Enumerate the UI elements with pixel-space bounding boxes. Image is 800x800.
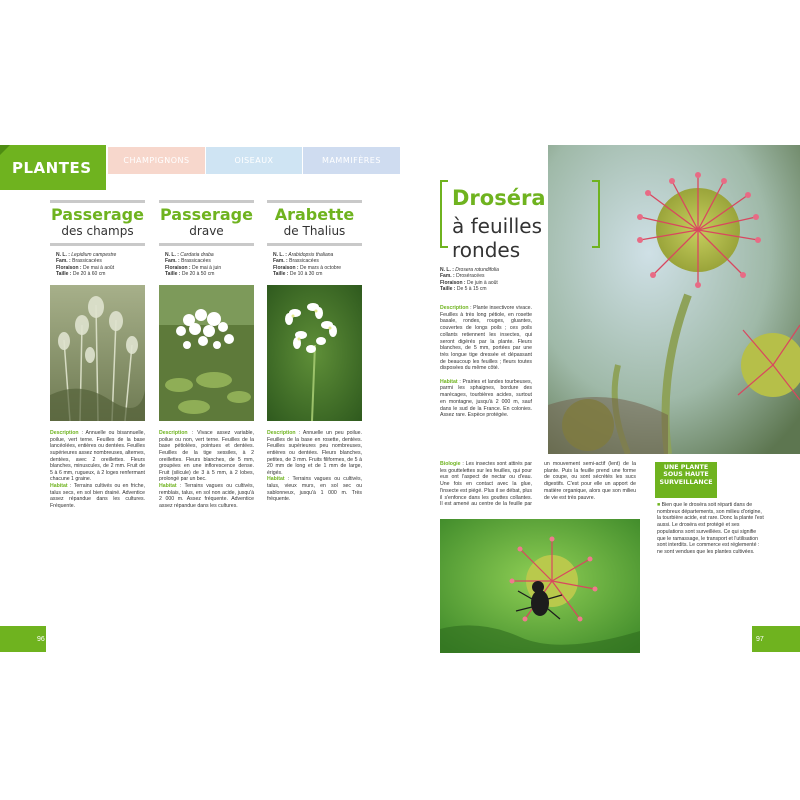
bio-text: : Les insectes sont attirés par les gouttelettes sur les feuilles, qui pour eux ont l'aspect de nectar ou d'eau. Une fois en contact avec la glue, l'insecte est piégé. Plus il se débat, plus il s'enfonce dans les gouttes collantes. Il est amené au centre de la feuille par un mouvement semi-actif (lent) de la plante. Puis la feuille prend une forme de coupe, ou sont sécrétés les sucs digestifs. C'est pour elle un apport de matière organique, alors que son milieu de vie est très pauvre.	[440, 461, 636, 508]
fact-value: Brassicacées	[72, 258, 102, 265]
fact-label: Fam. :	[165, 258, 180, 265]
habitat-label: Habitat	[440, 378, 458, 385]
fact-value: De mai à juin	[191, 264, 222, 271]
surveillance-box-title: UNE PLANTE SOUS HAUTE SURVEILLANCE	[655, 462, 717, 498]
title-rule	[267, 243, 362, 246]
tab-mammiferes: MAMMIFÈRES	[303, 147, 400, 174]
plant-title	[159, 200, 254, 246]
plant-description	[267, 430, 362, 503]
desc-label: Description	[159, 430, 188, 437]
desc-label: Description	[50, 430, 79, 437]
fact-label: Fam. :	[273, 258, 288, 265]
habitat-label: Habitat	[50, 482, 68, 489]
plant-photo	[50, 285, 145, 421]
fact-value: Brassicacées	[181, 258, 211, 265]
desc-text: : Annuelle un peu poilue. Feuilles de la base en rosette, dentées. Feuilles supérieures peu nombreuses, entières ou dentées. Fleurs blanches, petites, de 3 mm. Fruits filiformes, de 5 à 20 mm de long et de 1 mm de large, érigés.	[267, 430, 362, 476]
fact-label: N. L. :	[56, 252, 70, 258]
fact-value: De juin à août	[466, 279, 498, 286]
drosera-title	[440, 180, 600, 262]
tab-corner	[0, 145, 10, 155]
drosera-title-sub: à feuilles rondes	[452, 214, 543, 262]
plant-column-3	[267, 200, 362, 503]
drosera-insect-photo	[440, 519, 640, 653]
plant-facts	[267, 252, 362, 277]
plant-title	[50, 200, 145, 246]
fact-label: Floraison :	[56, 264, 82, 271]
plant-description	[159, 430, 254, 509]
plant-column-1	[50, 200, 145, 509]
fact-label: N. L. :	[165, 252, 179, 258]
plant-column-2	[159, 200, 254, 509]
tab-champignons: CHAMPIGNONS	[108, 147, 205, 174]
fact-label: Taille :	[165, 270, 181, 277]
drosera-title-main: Droséra	[452, 186, 546, 210]
fact-label: Fam. :	[440, 273, 455, 280]
desc-label: Description	[440, 305, 469, 311]
section-tab-label: PLANTES	[12, 158, 92, 177]
bullet-icon: ■	[657, 502, 661, 508]
fact-label: Taille :	[56, 270, 72, 277]
desc-text: : Plante insectivore vivace. Feuilles à très long pétiole, en rosette basale, rondes, rouges, gluantes, couvertes de longs poils ; ces poils collants retiennent les insectes, qui seront digérés par la plante. Fleurs blanches, de 5 mm, portées par une très longue tige dressée et dépassant de beaucoup les feuilles ; fleurs toutes disposées du même côté.	[440, 305, 532, 372]
habitat-label: Habitat	[159, 482, 177, 489]
plant-photo	[159, 285, 254, 421]
surveillance-box-text	[657, 502, 765, 556]
fact-value: De 10 à 30 cm	[289, 270, 323, 277]
fact-value: Droséracées	[456, 273, 485, 280]
drosera-description	[440, 305, 532, 419]
plant-title-sub: des champs	[61, 224, 134, 238]
plant-facts	[50, 252, 145, 277]
tab-oiseaux: OISEAUX	[206, 147, 302, 174]
desc-text: : Annuelle ou bisannuelle, poilue, vert terne. Feuilles de la base lancéolées, entières ou dentées. Feuilles supérieures assez nombreuses, alternes, dentées, avec 2 oreillettes. Fleurs blanches, minuscules, de 2 mm. Fruit de 5 à 6 mm, rugueux, à 2 loges renfermant chacune 1 graine.	[50, 430, 145, 483]
plant-photo	[267, 285, 362, 421]
fact-value: De 5 à 15 cm	[456, 285, 487, 292]
page-number-right: 97	[752, 626, 800, 652]
fact-value: Drosera rotundifolia	[455, 267, 499, 273]
fact-value: Lepidium campestre	[71, 252, 117, 258]
plant-title-main: Passerage	[160, 205, 253, 224]
fact-label: Taille :	[440, 285, 456, 292]
plant-description	[50, 430, 145, 509]
fact-label: Fam. :	[56, 258, 71, 265]
plant-title-sub: drave	[189, 224, 224, 238]
fact-value: Brassicacées	[289, 258, 319, 265]
fact-label: N. L. :	[273, 252, 287, 258]
drosera-biology	[440, 461, 636, 508]
plant-title-sub: de Thalius	[283, 224, 346, 238]
plant-title-main: Passerage	[51, 205, 144, 224]
desc-label: Description	[267, 430, 296, 437]
bio-label: Biologie	[440, 461, 461, 467]
desc-text: : Vivace assez variable, poilue ou non, vert terne. Feuilles de la base pétiolées, pointues et dentées. Feuilles de la tige sessiles, à 2 oreillettes. Fleurs blanches, de 5 mm, groupées en une inflorescence dense. Fruit (silicule) de 3 à 5 mm, à 2 lobes, prolongé par un bec.	[159, 430, 254, 483]
title-bracket-left	[440, 180, 448, 248]
fact-label: Floraison :	[165, 264, 191, 271]
drosera-facts	[440, 267, 550, 292]
fact-value: Arabidopsis thaliana	[288, 252, 334, 258]
fact-label: N. L. :	[440, 267, 454, 273]
fact-label: Floraison :	[440, 279, 466, 286]
habitat-label: Habitat	[267, 476, 285, 483]
habitat-text: : Terrains vagues ou cultivés, remblais, talus, en sol non acide, jusqu'à 2 000 m. Assez fréquente. Adventice assez répandue dans les cultures.	[159, 482, 254, 509]
section-tab-plantes	[0, 145, 106, 190]
plant-facts	[159, 252, 254, 277]
fact-value: De 20 à 50 cm	[181, 270, 215, 277]
title-rule	[159, 243, 254, 246]
box-text: Bien que le droséra soit réparti dans de nombreux départements, son milieu d'origine, la tourbière acide, est rare. Donc la plante l'est aussi. Le droséra est protégé et ses populations sont surveillées. Ce qui signifie que le ramassage, le transport et l'utilisation sont interdits. Le commerce est réglementé : ne sont vendues que les plantes cultivées.	[657, 502, 764, 555]
fact-label: Taille :	[273, 270, 289, 277]
plant-title-main: Arabette	[274, 205, 355, 224]
habitat-text: : Prairies et landes tourbeuses, parmi les sphaignes, bordure des marécages, tourbières acides, surtout en montagne, jusqu'à 2 000 m, sauf dans le sud de la France. En colonies. Assez rare. Espèce protégée.	[440, 378, 532, 419]
page-number-left: 96	[0, 626, 46, 652]
plant-title	[267, 200, 362, 246]
fact-value: Cardaria draba	[180, 252, 214, 258]
fact-value: De 20 à 60 cm	[72, 270, 106, 277]
habitat-text: : Terrains vagues ou cultivés, talus, vieux murs, en sol sec ou sablonneux, jusqu'à 1 000 m. Très fréquente.	[267, 476, 362, 503]
habitat-text: : Terrains cultivés ou en friche, talus secs, en sol bien drainé. Adventice assez répandue dans les cultures. Fréquente.	[50, 482, 145, 509]
fact-value: De mars à octobre	[299, 264, 342, 271]
fact-value: De mai à août	[82, 264, 115, 271]
title-rule	[50, 243, 145, 246]
fact-label: Floraison :	[273, 264, 299, 271]
